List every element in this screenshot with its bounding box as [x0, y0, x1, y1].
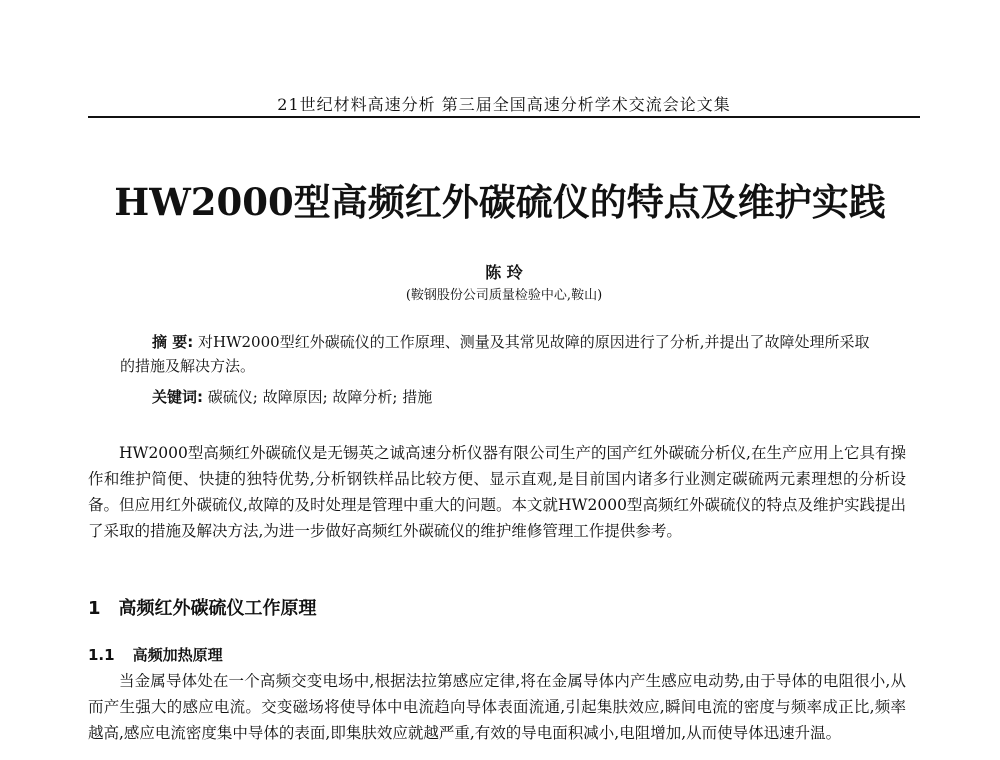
abstract [120, 330, 880, 378]
header-rule [88, 116, 920, 118]
running-header: 21世纪材料高速分析 第三届全国高速分析学术交流会论文集 [277, 95, 731, 114]
paper-title: HW2000型高频红外碳硫仪的特点及维护实践 [114, 180, 886, 224]
affiliation: (鞍钢股份公司质量检验中心,鞍山) [405, 288, 603, 303]
subsection-title: 高频加热原理 [132, 646, 223, 664]
subsection-heading [88, 644, 223, 665]
section-heading [88, 594, 317, 620]
keywords [152, 386, 880, 408]
subsection-paragraph: 当金属导体处在一个高频交变电场中,根据法拉第感应定律,将在金属导体内产生感应电动势,由于导体的电阻很小,从而产生强大的感应电流。交变磁场将使导体中电流趋向导体表面流通,引起集肤效应,瞬间电流的密度与频率成正比,频率越高,感应电流密度集中导体的表面,即集肤效应就越严重,有效的导电面积减小,电阻增加,从而使导体迅速升温。 [88, 672, 906, 742]
abstract-text: 对HW2000型红外碳硫仪的工作原理、测量及其常见故障的原因进行了分析,并提出了故障处理所采取的措施及解决方法。 [120, 333, 870, 375]
author: 陈 玲 [485, 263, 523, 282]
section-number: 1 [88, 598, 101, 619]
intro-paragraph: HW2000型高频红外碳硫仪是无锡英之诚高速分析仪器有限公司生产的国产红外碳硫分析仪,在生产应用上它具有操作和维护简便、快捷的独特优势,分析钢铁样品比较方便、显示直观,是目前国内诸多行业测定碳硫两元素理想的分析设备。但应用红外碳硫仪,故障的及时处理是管理中重大的问题。本文就HW2000型高频红外碳硫仪的特点及维护实践提出了采取的措施及解决方法,为进一步做好高频红外碳硫仪的维护维修管理工作提供参考。 [88, 444, 906, 540]
subsection-number: 1.1 [88, 646, 115, 664]
keywords-text: 碳硫仪; 故障原因; 故障分析; 措施 [207, 388, 433, 406]
section-title: 高频红外碳硫仪工作原理 [118, 598, 317, 619]
keywords-label: 关键词: [152, 388, 203, 406]
abstract-label: 摘 要: [152, 333, 194, 351]
